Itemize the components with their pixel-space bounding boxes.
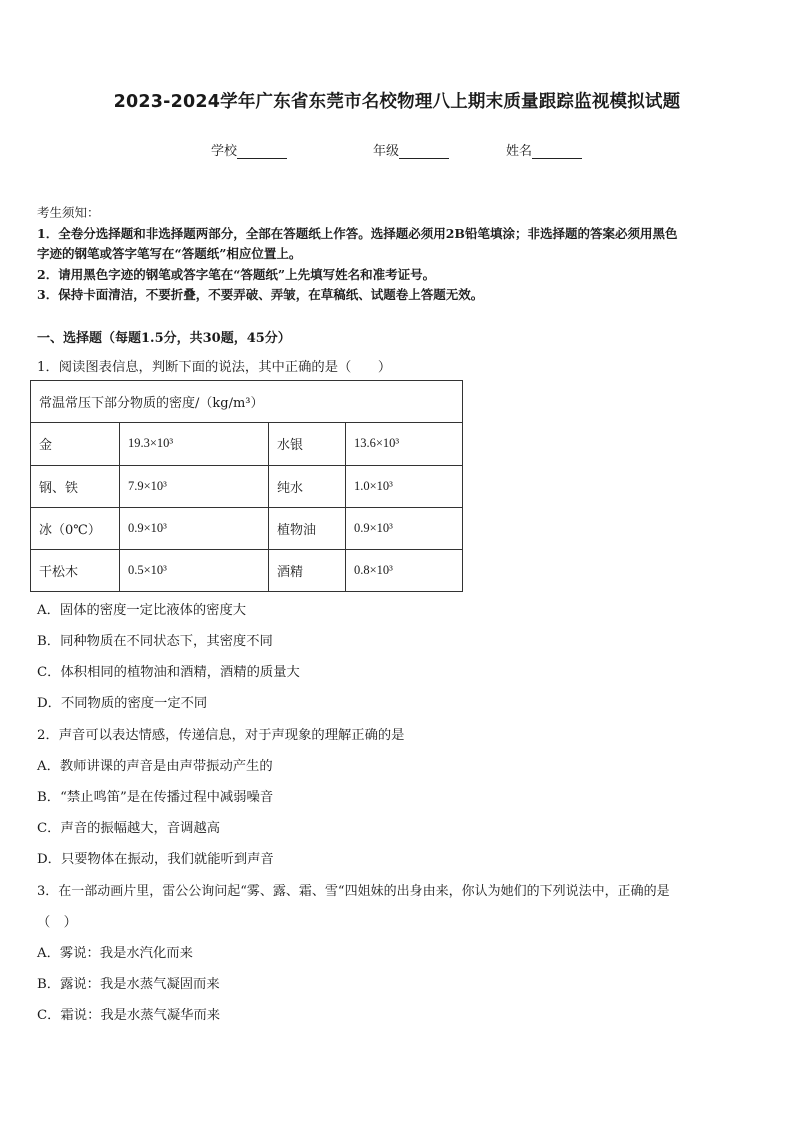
grade-field[interactable]	[373, 140, 449, 159]
density-cell: 1.0×10³	[346, 465, 463, 507]
option-c: C．霜说：我是水蒸气凝华而来	[37, 1008, 221, 1023]
section-title: 一、选择题（每题1.5分，共30题，45分）	[37, 331, 291, 346]
density-cell: 0.5×10³	[120, 550, 269, 592]
option-b: B．露说：我是水蒸气凝固而来	[37, 977, 220, 992]
student-info-row	[0, 140, 794, 160]
grade-blank[interactable]	[399, 144, 449, 159]
option-b: B．“禁止鸣笛”是在传播过程中减弱噪音	[37, 790, 274, 805]
substance-cell: 金	[31, 423, 120, 465]
option-d: D．不同物质的密度一定不同	[37, 696, 208, 711]
grade-label: 年级	[373, 144, 400, 159]
notice-item: 1．全卷分选择题和非选择题两部分，全部在答题纸上作答。选择题必须用2B铅笔填涂；非选择题的答案必须用黑色	[37, 225, 678, 241]
table-row	[31, 465, 463, 507]
notice-item: 2．请用黑色字迹的钢笔或答字笔在“答题纸”上先填写姓名和准考证号。	[37, 266, 436, 282]
option-b: B．同种物质在不同状态下，其密度不同	[37, 634, 273, 649]
notice-heading: 考生须知：	[37, 205, 100, 220]
substance-cell: 植物油	[269, 507, 346, 549]
table-caption: 常温常压下部分物质的密度/（kg/m³）	[31, 381, 463, 423]
question-1-stem: 1．阅读图表信息，判断下面的说法，其中正确的是（ ）	[37, 360, 392, 375]
notice-item: 字迹的钢笔或答字笔写在“答题纸”相应位置上。	[37, 246, 302, 261]
table-row	[31, 423, 463, 465]
table-row	[31, 507, 463, 549]
density-cell: 13.6×10³	[346, 423, 463, 465]
name-blank[interactable]	[532, 144, 582, 159]
substance-cell: 纯水	[269, 465, 346, 507]
table-row	[31, 550, 463, 592]
density-cell: 0.8×10³	[346, 550, 463, 592]
school-field[interactable]	[211, 140, 287, 159]
substance-cell: 冰（0℃）	[31, 507, 120, 549]
substance-cell: 干松木	[31, 550, 120, 592]
option-c: C．声音的振幅越大，音调越高	[37, 821, 221, 836]
school-blank[interactable]	[237, 144, 287, 159]
option-a: A．雾说：我是水汽化而来	[37, 946, 193, 961]
exam-notice	[37, 203, 761, 306]
option-d: D．只要物体在振动，我们就能听到声音	[37, 852, 274, 867]
density-table	[30, 380, 463, 592]
option-c: C．体积相同的植物油和酒精，酒精的质量大	[37, 665, 300, 680]
substance-cell: 酒精	[269, 550, 346, 592]
question-3-stem: 3．在一部动画片里，雷公公询问起“雾、露、霜、雪“四姐妹的出身由来，你认为她们的下列说法中，正确的是	[37, 884, 670, 899]
option-a: A．固体的密度一定比液体的密度大	[37, 603, 247, 618]
notice-item: 3．保持卡面清洁，不要折叠，不要弄破、弄皱，在草稿纸、试题卷上答题无效。	[37, 287, 484, 302]
exam-title: 2023-2024学年广东省东莞市名校物理八上期末质量跟踪监视模拟试题	[113, 92, 681, 112]
question-3-stem-cont: （ ）	[37, 915, 77, 930]
name-label: 姓名	[506, 144, 533, 159]
table-caption-row	[31, 381, 463, 423]
option-a: A．教师讲课的声音是由声带振动产生的	[37, 759, 273, 774]
name-field[interactable]	[506, 140, 582, 159]
substance-cell: 水银	[269, 423, 346, 465]
substance-cell: 钢、铁	[31, 465, 120, 507]
question-2-stem: 2．声音可以表达情感，传递信息，对于声现象的理解正确的是	[37, 728, 405, 743]
density-cell: 19.3×10³	[120, 423, 269, 465]
density-cell: 0.9×10³	[346, 507, 463, 549]
density-cell: 7.9×10³	[120, 465, 269, 507]
school-label: 学校	[211, 144, 238, 159]
density-cell: 0.9×10³	[120, 507, 269, 549]
